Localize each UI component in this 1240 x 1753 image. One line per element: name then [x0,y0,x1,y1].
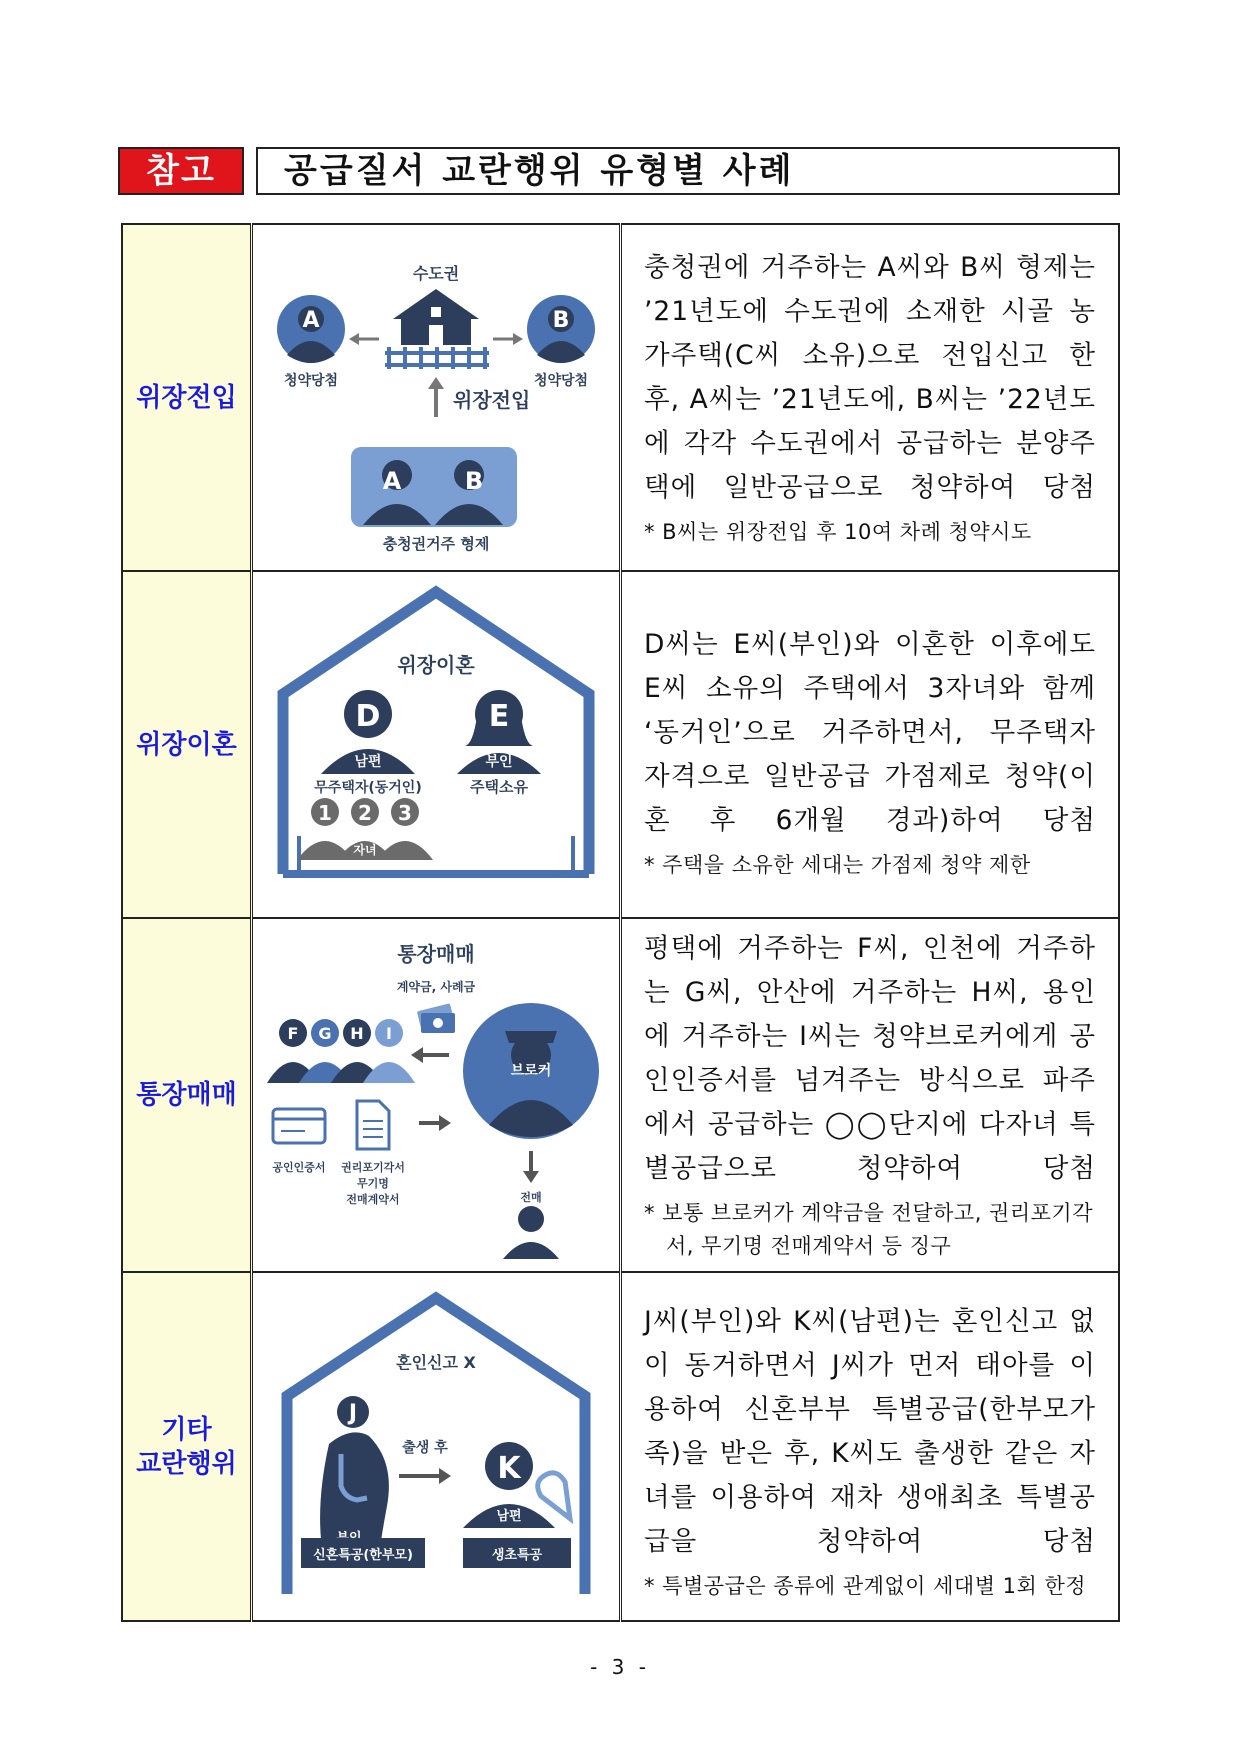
group-b-letter: B [464,467,484,495]
house-outline-icon [283,592,589,874]
fake-address-illustration [253,225,619,570]
arrow-right-icon [399,1468,451,1484]
illustration-cell [252,571,621,918]
money-caption: 계약금, 사례금 [396,979,476,994]
table-row [122,918,1119,1272]
certificate-card-icon [273,1109,325,1143]
person-g-letter: G [318,1023,332,1043]
husband-role: 남편 [496,1509,522,1524]
wife-status: 주택소유 [470,778,528,796]
arrow-up-icon [428,377,444,417]
illustration-title: 통장매매 [397,941,475,966]
person-a-letter: A [302,308,320,333]
case-table [121,223,1120,1622]
person-a-icon [277,295,345,363]
person-i-letter: I [386,1023,392,1043]
left-box-label: 신혼특공(한부모) [313,1548,413,1563]
farmhouse-icon [385,289,489,369]
capital-area-label: 수도권 [412,264,460,283]
broker-label: 브로커 [510,1062,552,1079]
illustration-cell [252,1272,621,1621]
table-row [122,571,1119,918]
row-label-text: 기타 [161,1414,212,1445]
illustration-cell [252,918,621,1272]
after-birth-label: 출생 후 [402,1440,448,1456]
husband-status: 무주택자(동거인) [314,780,422,796]
illustration-cell [252,224,621,571]
husband-letter: D [355,699,381,734]
money-icon [417,1003,455,1033]
cert-caption: 공인인증서 [272,1160,326,1174]
wife-role: 부인 [485,754,513,770]
row-label-text: 위장전입 [136,382,237,413]
person-b-icon [527,295,595,363]
page-title: 공급질서 교란행위 유형별 사례 [256,147,1120,195]
case-description: J씨(부인)와 K씨(남편)는 혼인신고 없이 동거하면서 J씨가 먼저 태아를 이용하여 신혼부부 특별공급(한부모가족)을 받은 후, K씨도 출생한 같은 자녀를 이용하여 재차 생애최초 특별공급을 청약하여 당첨 [644,1306,1096,1557]
child-3-label: 3 [398,801,412,825]
description-cell [621,918,1120,1272]
children-caption: 자녀 [353,843,377,857]
right-win-caption: 청약당첨 [533,373,589,389]
fake-move-in-label: 위장전입 [453,388,531,412]
other-violation-illustration [253,1274,619,1619]
reference-badge: 참고 [118,147,244,195]
no-marriage-label: 혼인신고 X [396,1353,476,1372]
four-persons-icon [267,1019,415,1083]
illustration-title: 위장이혼 [397,653,475,677]
first-home-box [463,1538,571,1568]
right-box-label: 생초특공 [491,1548,543,1563]
doc-caption-2: 무기명 [357,1176,389,1190]
row-label [122,224,252,571]
person-f-letter: F [287,1023,299,1043]
fake-divorce-illustration [253,572,619,917]
case-description: 평택에 거주하는 F씨, 인천에 거주하는 G씨, 안산에 거주하는 H씨, 용인에 거주하는 I씨는 청약브로커에게 공인인증서를 넘겨주는 방식으로 파주에서 공급하는 ◯◯단지에 다자녀 특별공급으로 청약하여 당첨 [644,933,1096,1184]
document-icon [357,1101,389,1149]
row-label [122,1272,252,1621]
arrow-left-icon [411,1047,449,1063]
left-win-caption: 청약당첨 [283,373,339,389]
case-note: * 주택을 소유한 세대는 가점제 청약 제한 [644,853,1031,877]
group-caption: 충청권거주 형제 [382,535,490,553]
table-row [122,1272,1119,1621]
page-number: - 3 - [590,1655,650,1679]
husband-letter: K [497,1451,521,1486]
description-cell [621,1272,1120,1621]
brothers-group-icon [351,447,517,527]
arrow-right-icon [419,1115,451,1131]
resale-caption: 전매 [520,1190,542,1204]
table-row [122,224,1119,571]
person-b-letter: B [552,308,570,333]
account-trading-illustration [253,923,619,1268]
case-note: * 특별공급은 종류에 관계없이 세대별 1회 한정 [644,1574,1087,1598]
row-label [122,571,252,918]
doc-caption-3: 전매계약서 [346,1192,400,1206]
row-label-text: 위장이혼 [136,729,237,760]
wife-letter: J [348,1401,358,1426]
case-note: * B씨는 위장전입 후 10여 차례 청약시도 [644,520,1032,544]
row-label-text: 교란행위 [136,1448,237,1479]
group-a-letter: A [382,467,402,495]
wife-letter: E [488,699,510,734]
person-h-letter: H [350,1023,364,1043]
husband-role: 남편 [354,754,382,770]
case-description: 충청권에 거주하는 A씨와 B씨 형제는 ’21년도에 수도권에 소재한 시골 농가주택(C씨 소유)으로 전입신고 한 후, A씨는 ’21년도에, B씨는 ’22년도에 각각 수도권에서 공급하는 분양주택에 일반공급으로 청약하여 당첨 [644,252,1096,503]
single-parent-box [301,1538,425,1568]
section-header [118,147,1120,195]
arrow-left-icon [349,333,379,345]
arrow-down-icon [523,1151,539,1183]
row-label [122,918,252,1272]
description-cell [621,224,1120,571]
child-1-label: 1 [318,801,332,825]
arrow-right-icon [493,333,523,345]
child-2-label: 2 [358,801,372,825]
case-note: * 보통 브로커가 계약금을 전달하고, 권리포기각서, 무기명 전매계약서 등 징구 [644,1201,1093,1258]
row-label-text: 통장매매 [136,1080,237,1110]
buyer-icon [503,1206,559,1259]
description-cell [621,571,1120,918]
doc-caption-1: 권리포기각서 [341,1160,405,1174]
case-description: D씨는 E씨(부인)와 이혼한 이후에도 E씨 소유의 주택에서 3자녀와 함께 ‘동거인’으로 거주하면서, 무주택자 자격으로 일반공급 가점제로 청약(이혼 후 6개월 경과)하여 당첨 [644,629,1096,836]
